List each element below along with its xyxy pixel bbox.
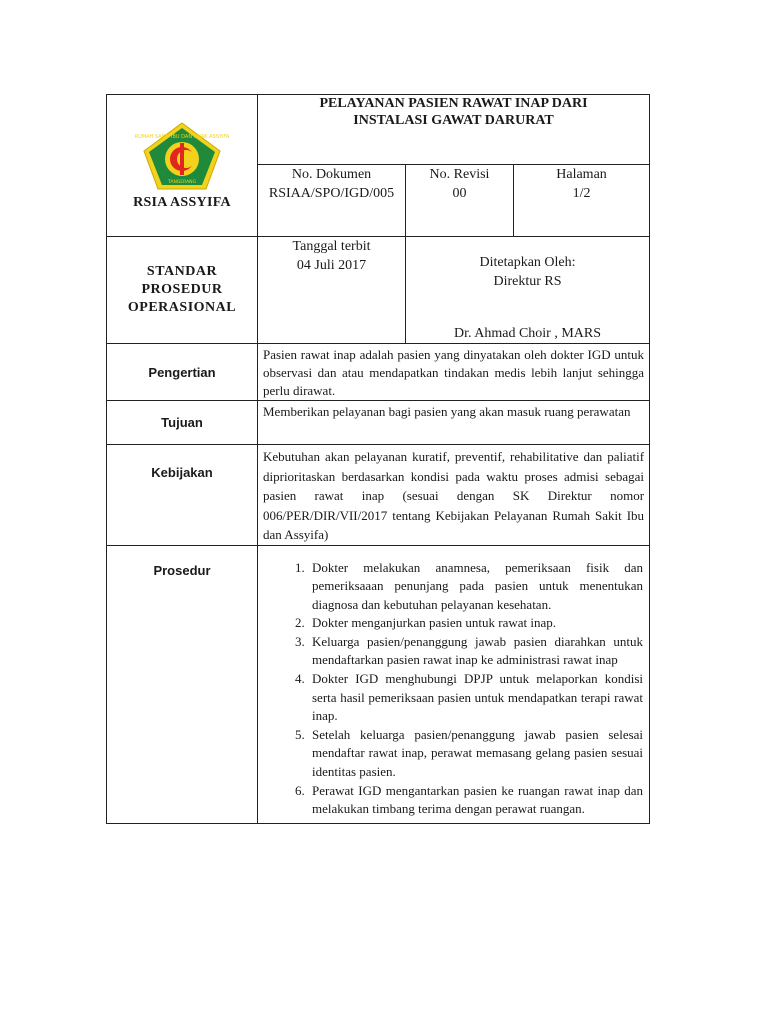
doc-number-cell [258,165,406,237]
kebijakan-label: Kebijakan [107,445,258,546]
logo-cell [107,95,258,237]
approval-signer: Dr. Ahmad Choir , MARS [454,326,602,341]
issue-date-label: Tanggal terbit [292,239,371,254]
spo-table [106,94,650,824]
prosedur-step: 2. Dokter menganjurkan pasien untuk rawat inap. [308,614,643,633]
tujuan-text: Memberikan pelayanan bagi pasien yang akan masuk ruang perawatan [258,401,650,445]
page-label: Halaman [556,167,607,182]
approval-label: Ditetapkan Oleh: [479,255,576,270]
issue-date-value: 04 Juli 2017 [296,258,367,273]
revision-cell [406,165,514,237]
spo-line-1: STANDAR [146,264,218,279]
revision-label: No. Revisi [429,167,490,182]
prosedur-step: 6. Perawat IGD mengantarkan pasien ke ruangan rawat inap dan melakukan timbang terima dengan perawat ruangan. [308,782,643,819]
issue-date-cell [258,237,406,344]
spo-line-3: OPERASIONAL [127,300,237,315]
approval-role: Direktur RS [493,274,562,289]
spo-document [106,94,649,824]
prosedur-step: 4. Dokter IGD menghubungi DPJP untuk melaporkan kondisi serta hasil pemeriksaan pasien untuk mendapatkan terapi rawat inap. [308,670,643,726]
pengertian-label: Pengertian [107,344,258,401]
doc-number-value: RSIAA/SPO/IGD/005 [268,186,395,201]
logo-city-text: TANGERANG [167,179,197,185]
hospital-logo [134,121,230,191]
approval-cell [406,237,650,344]
prosedur-step: 5. Setelah keluarga pasien/penanggung jawab pasien selesai mendaftar rawat inap, perawat memasang gelang pasien sesuai identitas pasien. [308,726,643,782]
title-line-2: INSTALASI GAWAT DARURAT [353,113,554,128]
title-line-1: PELAYANAN PASIEN RAWAT INAP DARI [319,96,588,111]
spo-label-cell [107,237,258,344]
page-cell [514,165,650,237]
doc-number-label: No. Dokumen [291,167,372,182]
spo-line-2: PROSEDUR [141,282,223,297]
prosedur-cell [258,545,650,823]
prosedur-step: 1. Dokter melakukan anamnesa, pemeriksaan fisik dan pemeriksaaan penunjang pada pasien untuk menentukan diagnosa dan kebutuhan pelayanan kesehatan. [308,559,643,615]
pengertian-text: Pasien rawat inap adalah pasien yang dinyatakan oleh dokter IGD untuk observasi dan atau mendapatkan tindakan medis lebih lanjut sehingga perlu dirawat. [258,344,650,401]
page-value: 1/2 [572,186,591,201]
prosedur-step: 3. Keluarga pasien/penanggung jawab pasien diarahkan untuk mendaftarkan pasien rawat inap ke administrasi rawat inap [308,633,643,670]
kebijakan-text: Kebutuhan akan pelayanan kuratif, preventif, rehabilitative dan paliatif diprioritaskan berdasarkan kondisi pada waktu proses admisi sebagai pasien rawat inap (sesuai dengan SK Direktur nomor 006/PER/DIR/VII/2017 tentang Kebijakan Pelayanan Rumah Sakit Ibu dan Assyifa) [258,445,650,546]
revision-value: 00 [452,186,467,201]
hospital-name: RSIA ASSYIFA [133,194,231,210]
document-title [258,95,650,165]
tujuan-label: Tujuan [107,401,258,445]
prosedur-list [258,559,643,819]
prosedur-label: Prosedur [107,545,258,823]
logo-arc-text: RUMAH SAKIT IBU DAN ANAK ASSYIFA [134,133,230,140]
